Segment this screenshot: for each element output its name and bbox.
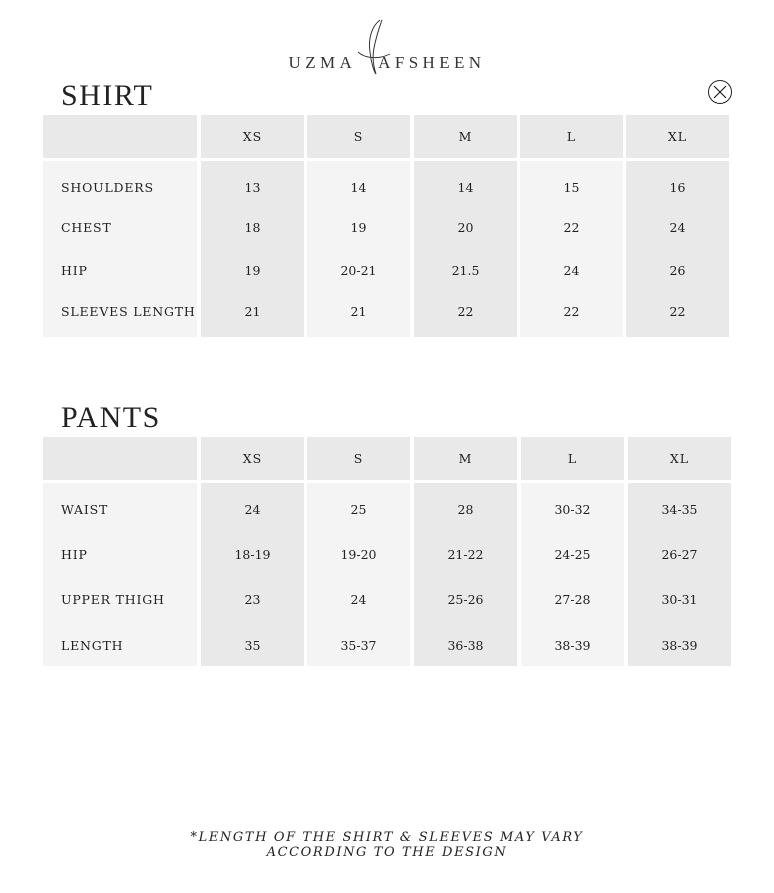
pants-size-column xyxy=(201,483,304,666)
shirt-table-cell: 21 xyxy=(350,304,367,319)
shirt-size-column xyxy=(414,161,517,337)
shirt-size-header: XL xyxy=(626,115,729,158)
shirt-size-header: XS xyxy=(201,115,304,158)
logo-swirl-icon xyxy=(352,18,396,78)
close-icon xyxy=(713,85,727,99)
pants-table-cell: 21-22 xyxy=(447,547,484,562)
pants-table-cell: 38-39 xyxy=(554,638,591,653)
shirt-table-cell: 14 xyxy=(350,180,367,195)
shirt-table-cell: 22 xyxy=(457,304,474,319)
pants-section-title: PANTS xyxy=(61,401,161,434)
shirt-table-cell: 13 xyxy=(244,180,261,195)
pants-size-column xyxy=(521,483,624,666)
pants-row-label: HIP xyxy=(61,547,88,562)
shirt-table-cell: 22 xyxy=(563,304,580,319)
shirt-table-cell: 15 xyxy=(563,180,580,195)
shirt-table-cell: 16 xyxy=(669,180,686,195)
shirt-row-label: HIP xyxy=(61,263,88,278)
pants-table-cell: 19-20 xyxy=(340,547,377,562)
shirt-size-header: S xyxy=(307,115,410,158)
pants-table-cell: 24-25 xyxy=(554,547,591,562)
pants-table-cell: 24 xyxy=(350,592,367,607)
shirt-section-title: SHIRT xyxy=(61,79,154,112)
brand-name-left: UZMA xyxy=(288,53,357,72)
pants-table-cell: 35-37 xyxy=(340,638,377,653)
close-button[interactable] xyxy=(708,80,732,104)
pants-row-label: UPPER THIGH xyxy=(61,592,165,607)
pants-table-cell: 27-28 xyxy=(554,592,591,607)
shirt-label-column xyxy=(43,161,197,337)
pants-row-label: LENGTH xyxy=(61,638,124,653)
shirt-table-cell: 20-21 xyxy=(340,263,377,278)
pants-table-cell: 35 xyxy=(244,638,261,653)
pants-table-cell: 26-27 xyxy=(661,547,698,562)
pants-table-cell: 24 xyxy=(244,502,261,517)
pants-table-cell: 25 xyxy=(350,502,367,517)
pants-size-header: XS xyxy=(201,437,304,480)
brand-name-right: AFSHEEN xyxy=(378,53,486,72)
pants-header-blank xyxy=(43,437,197,480)
brand-logo xyxy=(0,18,774,78)
footnote-line-2: ACCORDING TO THE DESIGN xyxy=(266,845,508,860)
pants-size-column xyxy=(307,483,410,666)
shirt-table-cell: 21 xyxy=(244,304,261,319)
pants-size-header: S xyxy=(307,437,410,480)
shirt-table-cell: 19 xyxy=(244,263,261,278)
shirt-table-cell: 22 xyxy=(563,220,580,235)
shirt-header-blank xyxy=(43,115,197,158)
shirt-table-cell: 19 xyxy=(350,220,367,235)
pants-table-cell: 23 xyxy=(244,592,261,607)
shirt-row-label: SHOULDERS xyxy=(61,180,154,195)
footnote xyxy=(0,830,774,860)
shirt-size-header: L xyxy=(520,115,623,158)
pants-table-cell: 30-32 xyxy=(554,502,591,517)
shirt-table-cell: 26 xyxy=(669,263,686,278)
pants-table-cell: 25-26 xyxy=(447,592,484,607)
pants-row-label: WAIST xyxy=(61,502,109,517)
pants-table-cell: 30-31 xyxy=(661,592,698,607)
pants-size-column xyxy=(414,483,517,666)
shirt-table-cell: 20 xyxy=(457,220,474,235)
shirt-table-cell: 22 xyxy=(669,304,686,319)
pants-table-cell: 38-39 xyxy=(661,638,698,653)
pants-table-cell: 18-19 xyxy=(234,547,271,562)
shirt-table-cell: 24 xyxy=(563,263,580,278)
pants-size-header: M xyxy=(414,437,517,480)
pants-table-cell: 34-35 xyxy=(661,502,698,517)
shirt-size-header: M xyxy=(414,115,517,158)
pants-table-cell: 36-38 xyxy=(447,638,484,653)
pants-table-cell: 28 xyxy=(457,502,474,517)
shirt-table-cell: 14 xyxy=(457,180,474,195)
shirt-size-column xyxy=(626,161,729,337)
shirt-size-column xyxy=(201,161,304,337)
shirt-size-column xyxy=(307,161,410,337)
pants-size-header: L xyxy=(521,437,624,480)
shirt-table-cell: 24 xyxy=(669,220,686,235)
shirt-row-label: SLEEVES LENGTH xyxy=(61,304,196,319)
pants-label-column xyxy=(43,483,197,666)
pants-size-header: XL xyxy=(628,437,731,480)
shirt-size-column xyxy=(520,161,623,337)
shirt-table-cell: 18 xyxy=(244,220,261,235)
footnote-line-1: *LENGTH OF THE SHIRT & SLEEVES MAY VARY xyxy=(190,830,584,845)
shirt-row-label: CHEST xyxy=(61,220,112,235)
shirt-table-cell: 21.5 xyxy=(451,263,480,278)
pants-size-column xyxy=(628,483,731,666)
